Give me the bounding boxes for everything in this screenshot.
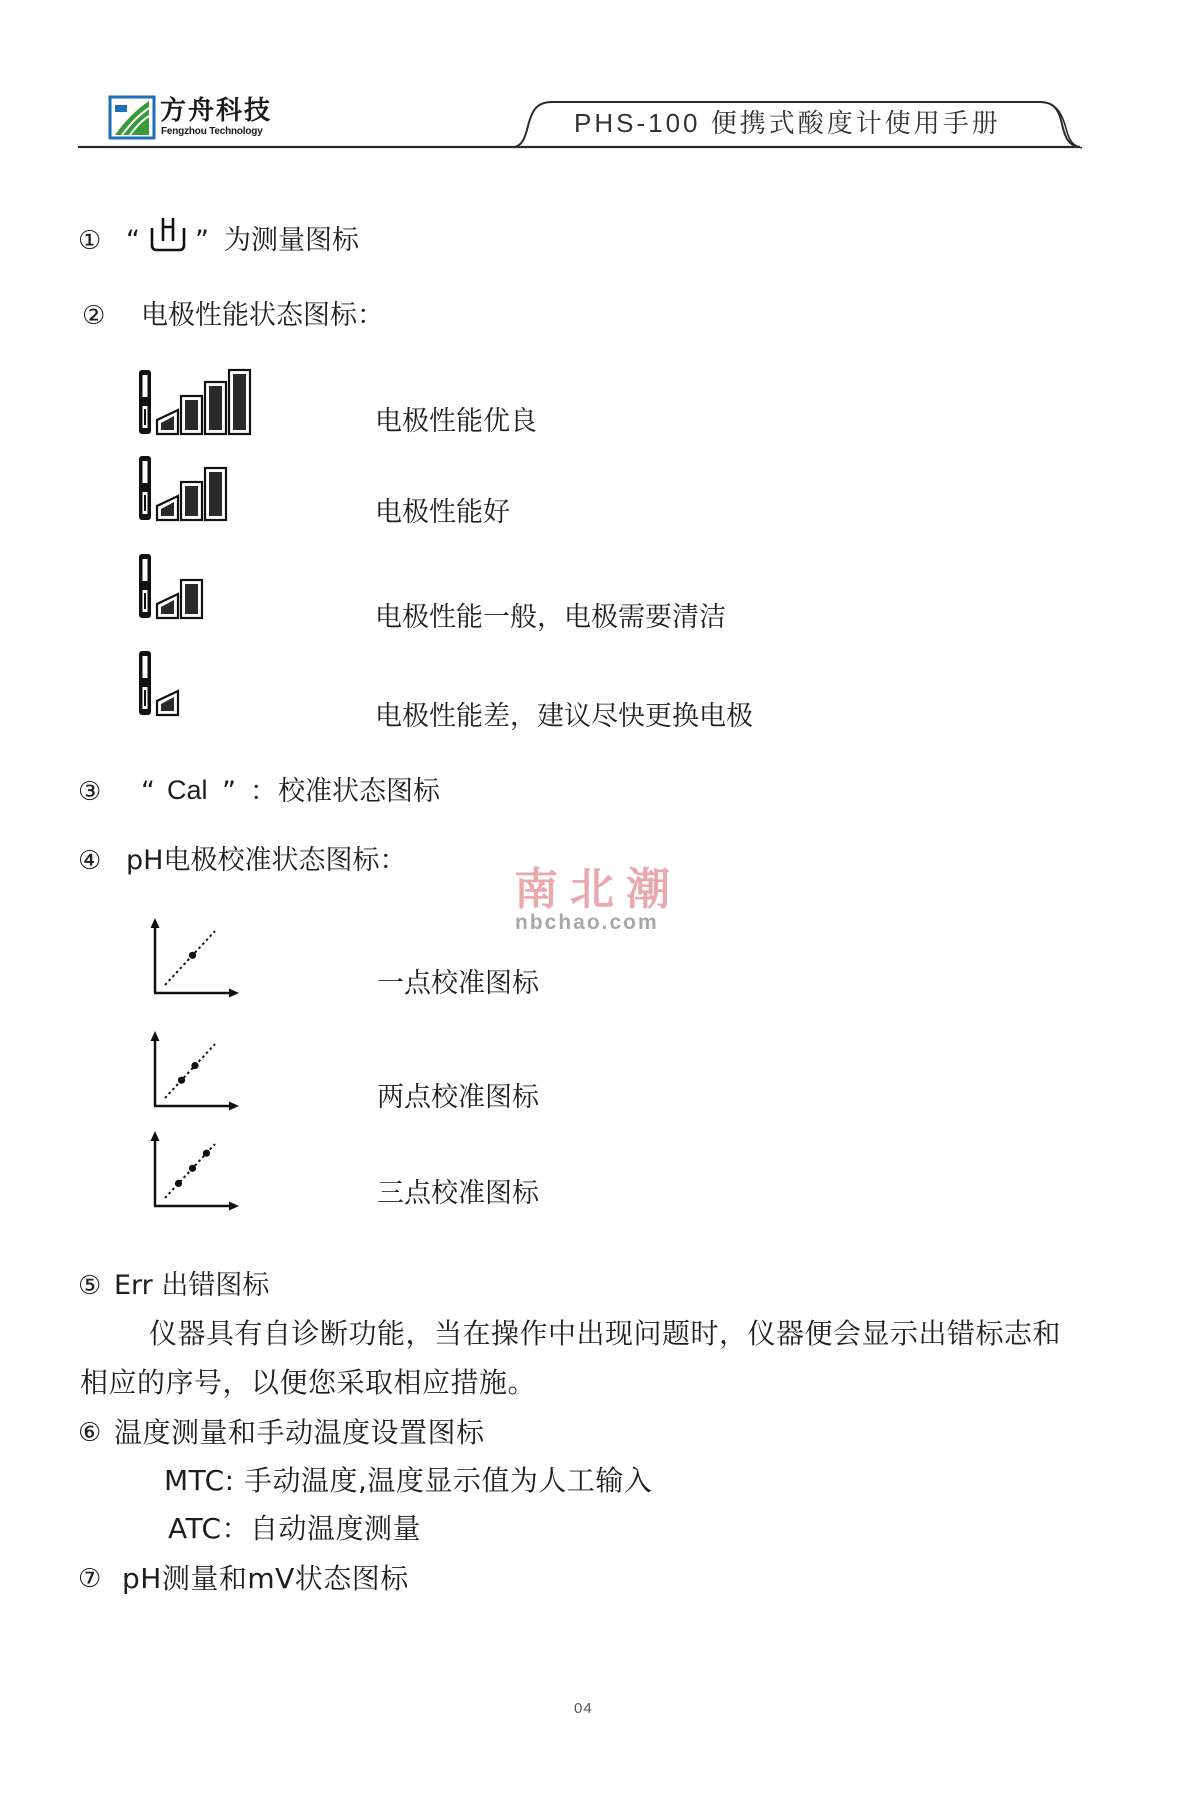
logo-name-en: Fengzhou Technology xyxy=(161,126,263,137)
y-axis-arrow xyxy=(151,1131,160,1141)
signal-bar-fill xyxy=(185,400,198,430)
signal-bar-fill xyxy=(209,386,222,430)
calibration-point xyxy=(175,1180,182,1187)
item-number: ④ xyxy=(78,846,102,876)
beaker-outline xyxy=(152,228,184,250)
item-heading: Err 出错图标 xyxy=(114,1270,270,1301)
electrode-status-label: 电极性能差，建议尽快更换电极 xyxy=(375,701,753,732)
signal-bar-fill xyxy=(185,486,198,516)
calibration-point xyxy=(203,1150,210,1157)
electrode-probe-window xyxy=(143,559,148,581)
watermark-en: nbchao.com xyxy=(515,911,659,934)
page-number: 04 xyxy=(574,1700,593,1717)
calibration-line xyxy=(165,1044,215,1098)
electrode-signal-icon xyxy=(135,649,255,719)
item-number: ① xyxy=(78,226,102,256)
electrode-signal-icon xyxy=(135,552,255,622)
calibration-line xyxy=(165,931,215,985)
electrode-probe-core xyxy=(144,593,146,609)
electrode-probe-core xyxy=(144,495,146,511)
calibration-label: 三点校准图标 xyxy=(377,1178,539,1209)
signal-bar-fill xyxy=(233,374,246,430)
electrode-signal-icon xyxy=(135,368,255,438)
item-heading: 电极性能状态图标： xyxy=(141,300,384,331)
y-axis-arrow xyxy=(151,1031,160,1041)
cal-code: Cal xyxy=(167,775,208,805)
calibration-graph-icon xyxy=(147,1031,239,1113)
calibration-point xyxy=(191,1062,198,1069)
x-axis-arrow xyxy=(229,1202,239,1211)
colon: ： xyxy=(250,776,277,807)
manual-title: PHS-100 便携式酸度计使用手册 xyxy=(574,108,1001,138)
electrode-status-label: 电极性能一般，电极需要清洁 xyxy=(375,602,726,633)
quote-open: “ xyxy=(141,776,155,807)
mtc-line: MTC: 手动温度,温度显示值为人工输入 xyxy=(164,1464,653,1497)
item-heading: 温度测量和手动温度设置图标 xyxy=(114,1416,485,1449)
calibration-graph-icon xyxy=(147,1131,239,1213)
calibration-label: 一点校准图标 xyxy=(377,968,539,999)
y-axis-arrow xyxy=(151,918,160,928)
electrode-prongs xyxy=(163,218,173,241)
beaker-electrode-icon xyxy=(149,216,187,252)
logo-badge xyxy=(115,105,127,112)
quote-close: ” xyxy=(222,776,236,807)
item-heading: pH电极校准状态图标： xyxy=(126,845,407,876)
item-number: ③ xyxy=(78,777,102,807)
item-heading: pH测量和mV状态图标 xyxy=(122,1562,409,1595)
x-axis-arrow xyxy=(229,989,239,998)
item-number: ② xyxy=(82,301,106,331)
watermark-cn: 南北潮 xyxy=(514,864,682,915)
fangzhou-logo-icon xyxy=(108,95,156,140)
calibration-graph-icon xyxy=(147,918,239,1000)
electrode-probe-window xyxy=(143,461,148,483)
quote-open: “ xyxy=(126,225,140,256)
x-axis-arrow xyxy=(229,1102,239,1111)
electrode-probe-core xyxy=(144,409,146,425)
paragraph-line: 相应的序号，以便您采取相应措施。 xyxy=(80,1366,537,1399)
electrode-status-label: 电极性能优良 xyxy=(375,406,537,437)
atc-line: ATC：自动温度测量 xyxy=(168,1512,421,1545)
calibration-point xyxy=(178,1077,185,1084)
logo-name-cn: 方舟科技 xyxy=(160,96,273,126)
paragraph-line: 仪器具有自诊断功能，当在操作中出现问题时，仪器便会显示出错标志和 xyxy=(149,1317,1062,1350)
signal-bar-fill xyxy=(185,584,198,614)
item-number: ⑦ xyxy=(78,1564,102,1594)
electrode-signal-icon xyxy=(135,454,255,524)
electrode-status-label: 电极性能好 xyxy=(375,497,510,528)
header-tab-hook xyxy=(1050,104,1082,148)
electrode-probe-window xyxy=(143,656,148,678)
item-number: ⑤ xyxy=(78,1271,102,1301)
item-text: 为测量图标 xyxy=(224,225,359,256)
item-text: 校准状态图标 xyxy=(278,776,440,807)
signal-bar-fill xyxy=(209,472,222,516)
calibration-point xyxy=(189,1165,196,1172)
electrode-probe-window xyxy=(143,375,148,397)
quote-close: ” xyxy=(195,225,209,256)
calibration-label: 两点校准图标 xyxy=(377,1082,539,1113)
item-number: ⑥ xyxy=(78,1418,102,1448)
electrode-probe-core xyxy=(144,690,146,706)
calibration-point xyxy=(189,952,196,959)
